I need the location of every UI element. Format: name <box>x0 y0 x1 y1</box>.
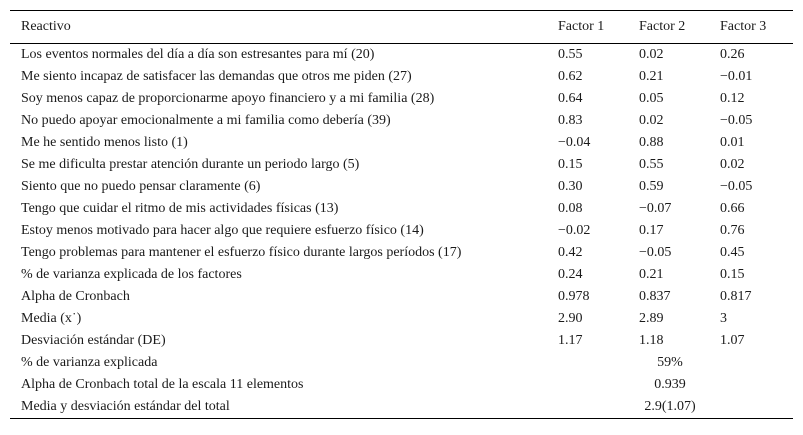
cell-factor-1: 2.90 <box>558 311 583 326</box>
cell-reactivo: Tengo problemas para mantener el esfuerzo físico durante largos períodos (17) <box>21 245 462 260</box>
cell-factor-2: 0.21 <box>639 69 664 84</box>
summary-label: % de varianza explicada <box>21 355 158 370</box>
table-row <box>10 110 793 132</box>
table-row <box>10 286 793 308</box>
cell-reactivo: Tengo que cuidar el ritmo de mis actividades físicas (13) <box>21 201 339 216</box>
cell-factor-2: 0.59 <box>639 179 664 194</box>
cell-factor-3: 0.26 <box>720 47 745 62</box>
cell-reactivo: Me he sentido menos listo (1) <box>21 135 188 150</box>
cell-reactivo: % de varianza explicada de los factores <box>21 267 242 282</box>
summary-label: Alpha de Cronbach total de la escala 11 elementos <box>21 377 304 392</box>
cell-reactivo: Soy menos capaz de proporcionarme apoyo financiero y a mi familia (28) <box>21 91 435 106</box>
cell-factor-3: −0.05 <box>720 113 753 128</box>
header-row <box>10 11 793 44</box>
summary-value: 0.939 <box>654 377 686 392</box>
header-reactivo: Reactivo <box>21 19 71 34</box>
header-factor-2: Factor 2 <box>639 19 686 34</box>
cell-factor-2: −0.05 <box>639 245 672 260</box>
cell-factor-1: 0.24 <box>558 267 583 282</box>
cell-factor-1: 0.62 <box>558 69 583 84</box>
cell-factor-3: −0.01 <box>720 69 753 84</box>
cell-factor-3: 3 <box>720 311 727 326</box>
summary-value: 59% <box>657 355 683 370</box>
cell-factor-2: 0.02 <box>639 113 664 128</box>
cell-factor-2: 1.18 <box>639 333 664 348</box>
cell-factor-2: 0.05 <box>639 91 664 106</box>
table-row <box>10 198 793 220</box>
factor-loadings-table <box>10 10 793 419</box>
cell-reactivo: No puedo apoyar emocionalmente a mi familia como debería (39) <box>21 113 391 128</box>
table-row <box>10 220 793 242</box>
cell-factor-3: 0.15 <box>720 267 745 282</box>
cell-factor-3: 0.02 <box>720 157 745 172</box>
cell-reactivo: Alpha de Cronbach <box>21 289 130 304</box>
cell-factor-3: 0.76 <box>720 223 745 238</box>
cell-factor-3: 0.45 <box>720 245 745 260</box>
header-factor-1: Factor 1 <box>558 19 605 34</box>
cell-factor-2: −0.07 <box>639 201 672 216</box>
header-factor-3: Factor 3 <box>720 19 767 34</box>
cell-factor-1: 0.30 <box>558 179 583 194</box>
table-row <box>10 176 793 198</box>
cell-factor-3: −0.05 <box>720 179 753 194</box>
cell-factor-2: 0.21 <box>639 267 664 282</box>
cell-factor-1: 0.08 <box>558 201 583 216</box>
cell-factor-1: 0.42 <box>558 245 583 260</box>
cell-factor-2: 0.55 <box>639 157 664 172</box>
cell-factor-1: 0.83 <box>558 113 583 128</box>
cell-reactivo: Siento que no puedo pensar claramente (6) <box>21 179 261 194</box>
cell-factor-1: −0.02 <box>558 223 591 238</box>
cell-factor-3: 0.817 <box>720 289 752 304</box>
cell-factor-3: 0.01 <box>720 135 745 150</box>
cell-factor-2: 0.02 <box>639 47 664 62</box>
cell-factor-1: 0.978 <box>558 289 590 304</box>
summary-row <box>10 352 793 374</box>
cell-factor-1: 0.64 <box>558 91 583 106</box>
table-row <box>10 330 793 352</box>
cell-factor-2: 0.88 <box>639 135 664 150</box>
cell-factor-3: 0.66 <box>720 201 745 216</box>
table-row <box>10 242 793 264</box>
summary-row <box>10 396 793 419</box>
table-row <box>10 66 793 88</box>
cell-reactivo: Desviación estándar (DE) <box>21 333 166 348</box>
cell-factor-1: 0.55 <box>558 47 583 62</box>
summary-row <box>10 374 793 396</box>
cell-factor-1: 0.15 <box>558 157 583 172</box>
cell-reactivo: Me siento incapaz de satisfacer las demandas que otros me piden (27) <box>21 69 412 84</box>
table-row <box>10 132 793 154</box>
table-row <box>10 88 793 110</box>
summary-value: 2.9(1.07) <box>644 399 696 414</box>
table-row <box>10 154 793 176</box>
table-row <box>10 308 793 330</box>
cell-factor-3: 1.07 <box>720 333 745 348</box>
cell-reactivo: Los eventos normales del día a día son estresantes para mí (20) <box>21 47 375 62</box>
table-row <box>10 264 793 286</box>
cell-factor-1: 1.17 <box>558 333 583 348</box>
cell-reactivo: Se me dificulta prestar atención durante un periodo largo (5) <box>21 157 360 172</box>
cell-reactivo: Media (x˙) <box>21 311 82 326</box>
cell-reactivo: Estoy menos motivado para hacer algo que requiere esfuerzo físico (14) <box>21 223 424 238</box>
cell-factor-2: 0.17 <box>639 223 664 238</box>
table-row <box>10 44 793 67</box>
summary-label: Media y desviación estándar del total <box>21 399 230 414</box>
cell-factor-2: 2.89 <box>639 311 664 326</box>
cell-factor-3: 0.12 <box>720 91 745 106</box>
cell-factor-2: 0.837 <box>639 289 671 304</box>
cell-factor-1: −0.04 <box>558 135 591 150</box>
